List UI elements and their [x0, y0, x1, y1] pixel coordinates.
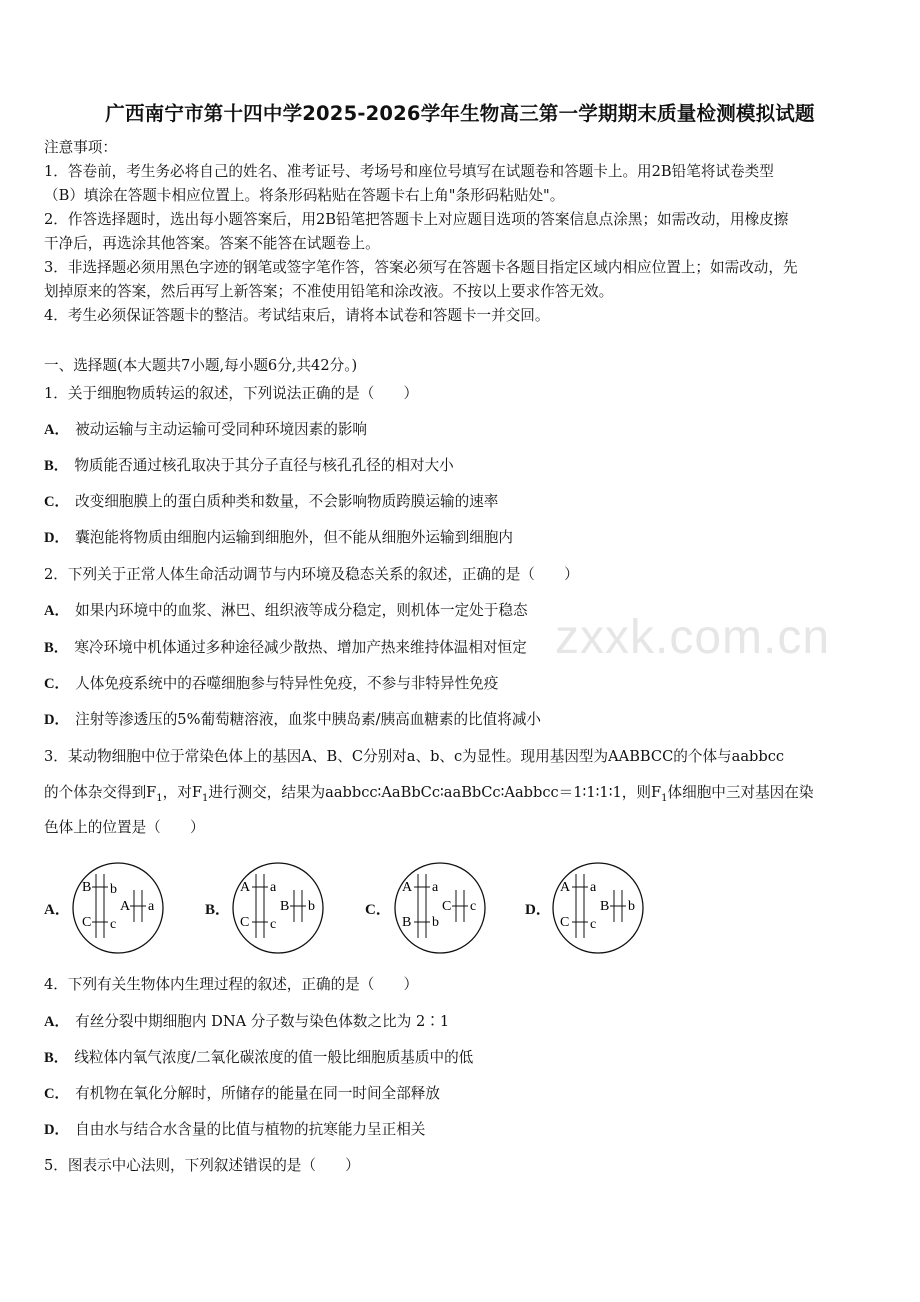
- q2-option-c: C． 人体免疫系统中的吞噬细胞参与特异性免疫，不参与非特异性免疫: [44, 675, 499, 692]
- svg-text:A: A: [402, 880, 413, 895]
- q3-cell-diagram-d: [550, 860, 650, 956]
- q3-cell-diagram-b: [230, 860, 330, 956]
- q4-stem: 4．下列有关生物体内生理过程的叙述，正确的是（ ）: [44, 976, 419, 993]
- svg-text:b: b: [432, 915, 439, 930]
- q5-stem: 5．图表示中心法则，下列叙述错误的是（ ）: [44, 1157, 360, 1174]
- svg-text:b: b: [110, 882, 117, 897]
- q1-option-c: C． 改变细胞膜上的蛋白质种类和数量，不会影响物质跨膜运输的速率: [44, 493, 499, 510]
- notice-heading: 注意事项：: [44, 139, 117, 156]
- q2-stem: 2．下列关于正常人体生命活动调节与内环境及稳态关系的叙述，正确的是（ ）: [44, 566, 579, 583]
- q2-option-b: B． 寒冷环境中机体通过多种途径减少散热、增加产热来维持体温相对恒定: [44, 639, 527, 656]
- notice-line: 1．答卷前，考生务必将自己的姓名、准考证号、考场号和座位号填写在试题卷和答题卡上。用2B铅笔将试卷类型: [44, 163, 774, 180]
- q3-line3: 色体上的位置是（ ）: [44, 819, 205, 836]
- notice-line: 划掉原来的答案，然后再写上新答案；不准使用铅笔和涂改液。不按以上要求作答无效。: [44, 283, 614, 300]
- page-title: 广西南宁市第十四中学2025-2026学年生物高三第一学期期末质量检测模拟试题: [105, 102, 815, 125]
- svg-text:B: B: [280, 899, 290, 914]
- svg-text:B: B: [402, 915, 412, 930]
- q3-cell-diagram-c: [392, 860, 492, 956]
- q4-option-b: B． 线粒体内氧气浓度/二氧化碳浓度的值一般比细胞质基质中的低: [44, 1049, 474, 1066]
- watermark: zxxk.com.cn: [555, 611, 831, 664]
- q1-stem: 1．关于细胞物质转运的叙述，下列说法正确的是（ ）: [44, 385, 419, 402]
- q3-option-c-label: C．: [365, 902, 391, 918]
- svg-text:B: B: [600, 899, 610, 914]
- q4-option-c: C． 有机物在氧化分解时，所储存的能量在同一时间全部释放: [44, 1085, 440, 1102]
- q3-option-b-label: B．: [205, 902, 231, 918]
- svg-text:c: c: [110, 917, 117, 932]
- svg-text:B: B: [82, 880, 92, 895]
- svg-text:a: a: [148, 899, 155, 914]
- q3-option-d-label: D．: [525, 902, 551, 918]
- svg-text:c: c: [470, 899, 477, 914]
- svg-text:A: A: [560, 880, 571, 895]
- svg-text:a: a: [432, 880, 439, 895]
- q3-cell-diagram-a: [70, 860, 170, 956]
- svg-text:A: A: [240, 880, 251, 895]
- notice-line: （B）填涂在答题卡相应位置上。将条形码粘贴在答题卡右上角"条形码粘贴处"。: [44, 187, 565, 204]
- section-heading: 一、选择题(本大题共7小题,每小题6分,共42分。): [44, 357, 358, 374]
- svg-text:b: b: [308, 899, 315, 914]
- svg-text:b: b: [628, 899, 635, 914]
- svg-text:a: a: [590, 880, 597, 895]
- notice-line: 4．考生必须保证答题卡的整洁。考试结束后，请将本试卷和答题卡一并交回。: [44, 307, 550, 324]
- notice-line: 干净后，再选涂其他答案。答案不能答在试题卷上。: [44, 235, 380, 252]
- svg-text:C: C: [82, 915, 92, 930]
- svg-text:a: a: [270, 880, 277, 895]
- svg-text:c: c: [270, 917, 277, 932]
- q2-option-d: D． 注射等渗透压的5%葡萄糖溶液，血浆中胰岛素/胰高血糖素的比值将减小: [44, 711, 542, 728]
- q3-line2: 的个体杂交得到$F_1$，对$F_1$进行测交，结果为aabbcc∶AaBbCc∶aaBbCc∶Aabbcc＝1∶1∶1∶1，则$F_1$体细胞中三对基因在染: [44, 784, 814, 804]
- q1-option-d: D． 囊泡能将物质由细胞内运输到细胞外，但不能从细胞外运输到细胞内: [44, 529, 513, 546]
- svg-text:C: C: [240, 915, 250, 930]
- svg-text:A: A: [120, 899, 131, 914]
- notice-line: 3．非选择题必须用黑色字迹的钢笔或签字笔作答，答案必须写在答题卡各题目指定区域内相应位置上；如需改动，先: [44, 259, 798, 276]
- svg-text:c: c: [590, 917, 597, 932]
- q3-line1: 3．某动物细胞中位于常染色体上的基因A、B、C分别对a、b、c为显性。现用基因型为AABBCC的个体与aabbcc: [44, 748, 785, 765]
- q4-option-a: A． 有丝分裂中期细胞内 DNA 分子数与染色体数之比为 2∶1: [44, 1013, 450, 1030]
- notice-line: 2．作答选择题时，选出每小题答案后，用2B铅笔把答题卡上对应题目选项的答案信息点涂黑；如需改动，用橡皮擦: [44, 211, 789, 228]
- svg-text:C: C: [442, 899, 452, 914]
- q1-option-a: A． 被动运输与主动运输可受同种环境因素的影响: [44, 421, 368, 438]
- q3-option-a-label: A．: [44, 902, 70, 918]
- svg-text:C: C: [560, 915, 570, 930]
- q2-option-a: A． 如果内环境中的血浆、淋巴、组织液等成分稳定，则机体一定处于稳态: [44, 602, 528, 619]
- q4-option-d: D． 自由水与结合水含量的比值与植物的抗寒能力呈正相关: [44, 1121, 426, 1138]
- q1-option-b: B． 物质能否通过核孔取决于其分子直径与核孔孔径的相对大小: [44, 457, 454, 474]
